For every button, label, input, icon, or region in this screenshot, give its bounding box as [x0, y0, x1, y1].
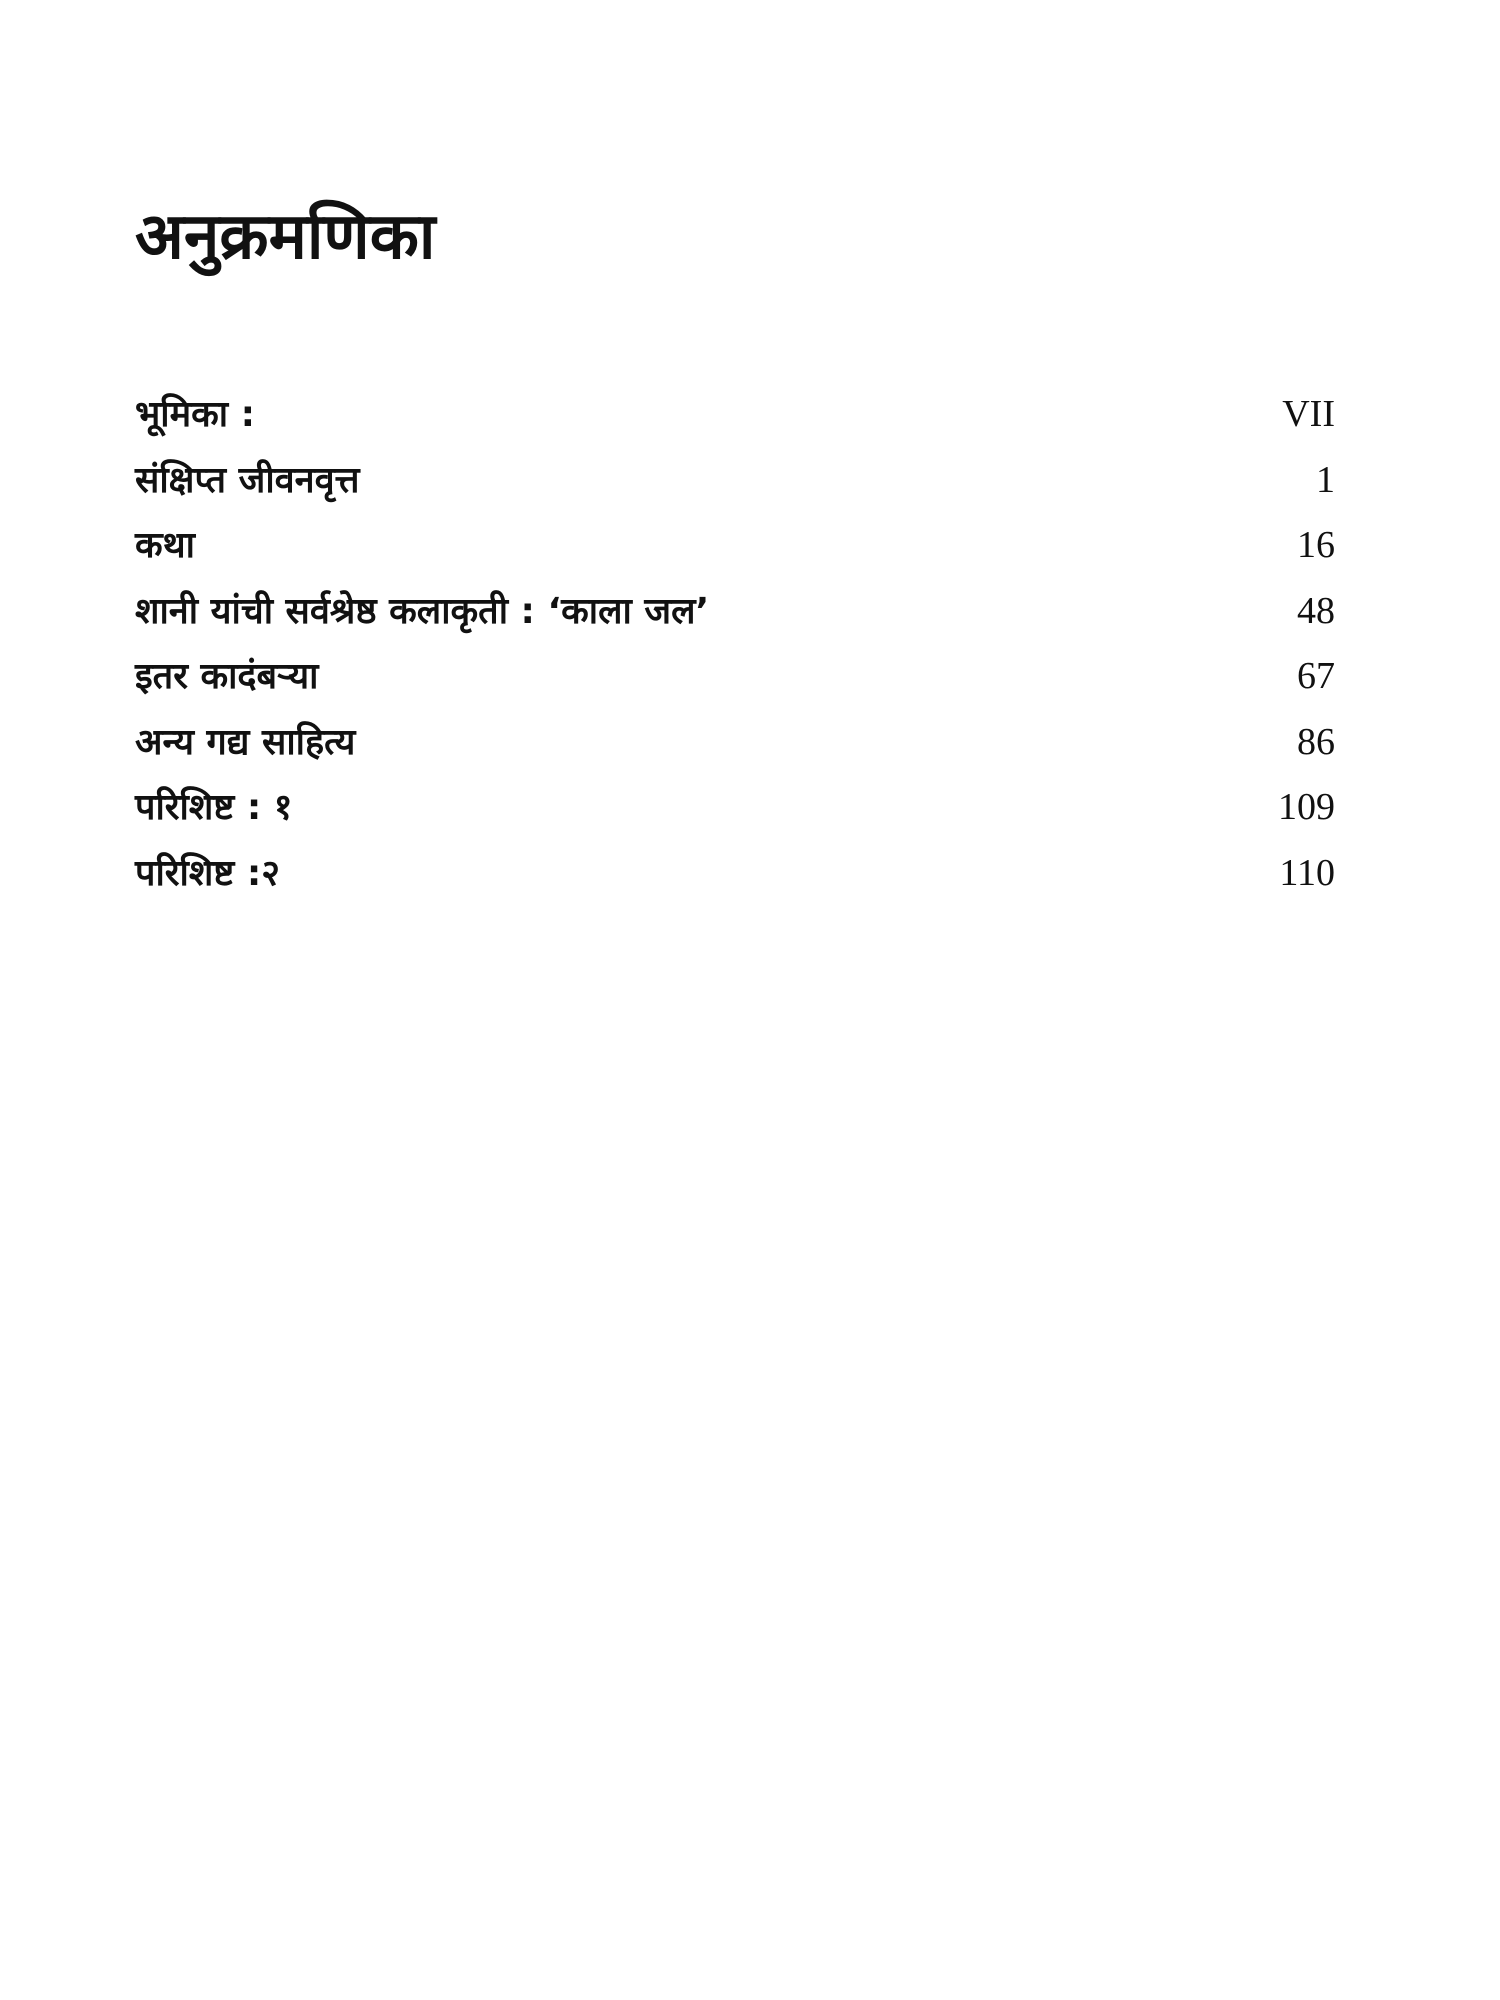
toc-entry[interactable] [135, 654, 1335, 720]
toc-entry[interactable] [135, 851, 1335, 917]
page-title: अनुक्रमणिका [135, 200, 436, 274]
toc-entry-page-number: 1 [1316, 458, 1335, 501]
toc-entry-page-number: 110 [1279, 851, 1335, 894]
toc-entry-label: परिशिष्ट :२ [135, 852, 280, 894]
toc-entry-label: कथा [135, 525, 195, 566]
toc-entry[interactable] [135, 589, 1335, 655]
toc-entry[interactable] [135, 720, 1335, 786]
toc-entry[interactable] [135, 392, 1335, 458]
toc-entry-page-number: 86 [1297, 720, 1335, 763]
toc-entry-label: भूमिका : [135, 394, 256, 435]
toc-entry[interactable] [135, 458, 1335, 524]
toc-entry-label: परिशिष्ट : १ [135, 787, 293, 828]
toc-entry-page-number: VII [1282, 393, 1335, 435]
toc-entry-label: शानी यांची सर्वश्रेष्ठ कलाकृती : ‘काला जल’ [135, 590, 710, 632]
table-of-contents [135, 392, 1335, 916]
toc-entry[interactable] [135, 785, 1335, 851]
toc-entry-page-number: 16 [1297, 524, 1335, 566]
toc-entry-page-number: 48 [1297, 589, 1335, 632]
toc-entry-page-number: 67 [1297, 655, 1335, 697]
toc-entry[interactable] [135, 523, 1335, 589]
toc-entry-label: इतर कादंबऱ्या [135, 656, 319, 697]
toc-entry-label: अन्य गद्य साहित्य [135, 721, 356, 763]
toc-entry-page-number: 109 [1278, 786, 1335, 828]
toc-entry-label: संक्षिप्त जीवनवृत्त [135, 459, 360, 501]
